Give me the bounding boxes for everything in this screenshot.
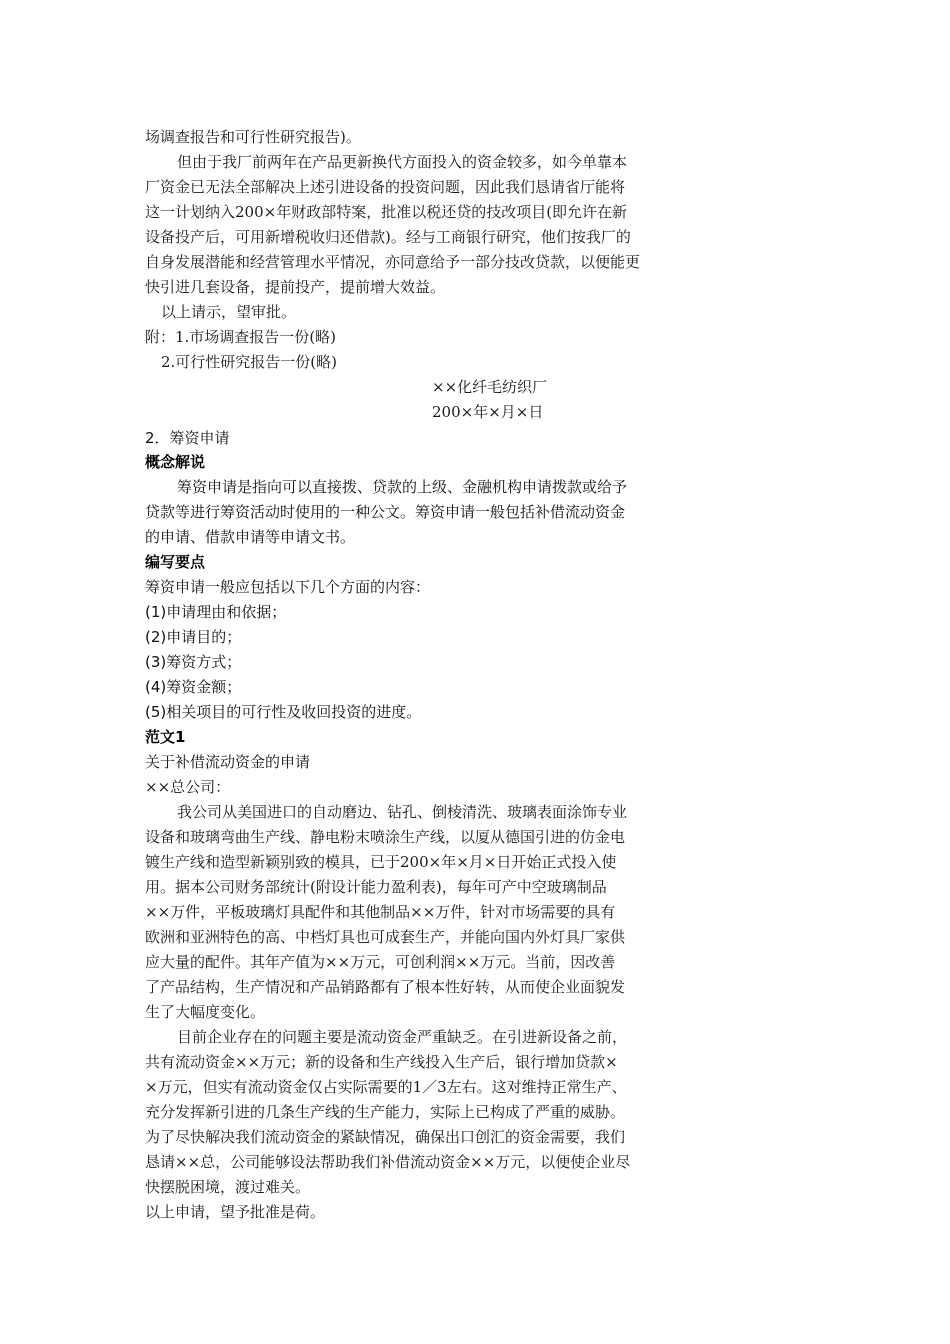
paragraph-line: 设备和玻璃弯曲生产线、静电粉末喷涂生产线，以厦从德国引进的仿金电	[145, 828, 626, 846]
subheading-concept: 概念解说	[145, 453, 206, 471]
paragraph-line: 筹资申请是指向可以直接拨、贷款的上级、金融机构申请拨款或给予	[177, 478, 628, 496]
paragraph-line: 恳请××总，公司能够设法帮助我们补借流动资金××万元，以便使企业尽	[145, 1153, 631, 1171]
text-line: 筹资申请一般应包括以下几个方面的内容：	[145, 578, 431, 596]
list-item: (2)申请目的；	[145, 628, 242, 646]
paragraph-line: 欧洲和亚洲特色的高、中档灯具也可成套生产，并能向国内外灯具厂家供	[145, 928, 626, 946]
paragraph-line: 这一计划纳入200×年财政部特案，批准以税还贷的技改项目(即允许在新	[145, 203, 628, 221]
sample-title: 关于补借流动资金的申请	[145, 753, 311, 771]
paragraph-line: 设备投产后，可用新增税收归还借款)。经与工商银行研究，他们按我厂的	[145, 228, 631, 246]
addressee: ××总公司：	[145, 778, 231, 796]
paragraph-line: 用。据本公司财务部统计(附设计能力盈利表)，每年可产中空玻璃制品	[145, 878, 607, 896]
paragraph-line: 目前企业存在的问题主要是流动资金严重缺乏。在引进新设备之前，	[177, 1028, 628, 1046]
subheading-sample: 范文1	[145, 728, 186, 746]
paragraph-line: 了产品结构，生产情况和产品销路都有了根本性好转，从而使企业面貌发	[145, 978, 626, 996]
paragraph-line: ×万元，但实有流动资金仅占实际需要的1／3左右。这对维持正常生产、	[145, 1078, 627, 1096]
signature-date: 200×年×月×日	[432, 403, 544, 421]
paragraph-line: 共有流动资金××万元；新的设备和生产线投入生产后，银行增加贷款×	[145, 1053, 618, 1071]
paragraph-line: 快摆脱困境，渡过难关。	[145, 1178, 311, 1196]
signature-org: ××化纤毛纺织厂	[432, 378, 548, 396]
text-line: 场调查报告和可行性研究报告)。	[145, 128, 361, 146]
list-item: (4)筹资金额；	[145, 678, 242, 696]
section-heading: 2．筹资申请	[145, 429, 230, 447]
paragraph-line: 生了大幅度变化。	[145, 1003, 266, 1021]
closing-line: 以上请示，望审批。	[161, 303, 297, 321]
paragraph-line: 贷款等进行筹资活动时使用的一种公文。筹资申请一般包括补借流动资金	[145, 503, 626, 521]
paragraph-line: 我公司从美国进口的自动磨边、钻孔、倒棱清洗、玻璃表面涂饰专业	[177, 803, 628, 821]
paragraph-line: 快引进几套设备，提前投产，提前增大效益。	[145, 278, 446, 296]
attachment-line: 2.可行性研究报告一份(略)	[161, 353, 338, 371]
paragraph-line: 厂资金已无法全部解决上述引进设备的投资问题，因此我们恳请省厅能将	[145, 178, 626, 196]
paragraph-line: 但由于我厂前两年在产品更新换代方面投入的资金较多，如今单靠本	[177, 153, 628, 171]
paragraph-line: 镀生产线和造型新颖别致的模具，已于200×年×月×日开始正式投入使	[145, 853, 617, 871]
attachment-line: 附：1.市场调查报告一份(略)	[145, 328, 337, 346]
paragraph-line: 应大量的配件。其年产值为××万元，可创利润××万元。当前，因改善	[145, 953, 616, 971]
paragraph-line: 充分发挥新引进的几条生产线的生产能力，实际上已构成了严重的威胁。	[145, 1103, 626, 1121]
closing-line: 以上申请，望予批准是荷。	[145, 1203, 326, 1221]
list-item: (5)相关项目的可行性及收回投资的进度。	[145, 703, 422, 721]
list-item: (1)申请理由和依据；	[145, 603, 287, 621]
paragraph-line: 的申请、借款申请等申请文书。	[145, 528, 356, 546]
paragraph-line: 为了尽快解决我们流动资金的紧缺情况，确保出口创汇的资金需要，我们	[145, 1128, 626, 1146]
paragraph-line: 自身发展潜能和经营管理水平情况，亦同意给予一部分技改贷款，以便能更	[145, 253, 641, 271]
list-item: (3)筹资方式；	[145, 653, 242, 671]
paragraph-line: ××万件，平板玻璃灯具配件和其他制品××万件，针对市场需要的具有	[145, 903, 616, 921]
subheading-points: 编写要点	[145, 553, 206, 571]
